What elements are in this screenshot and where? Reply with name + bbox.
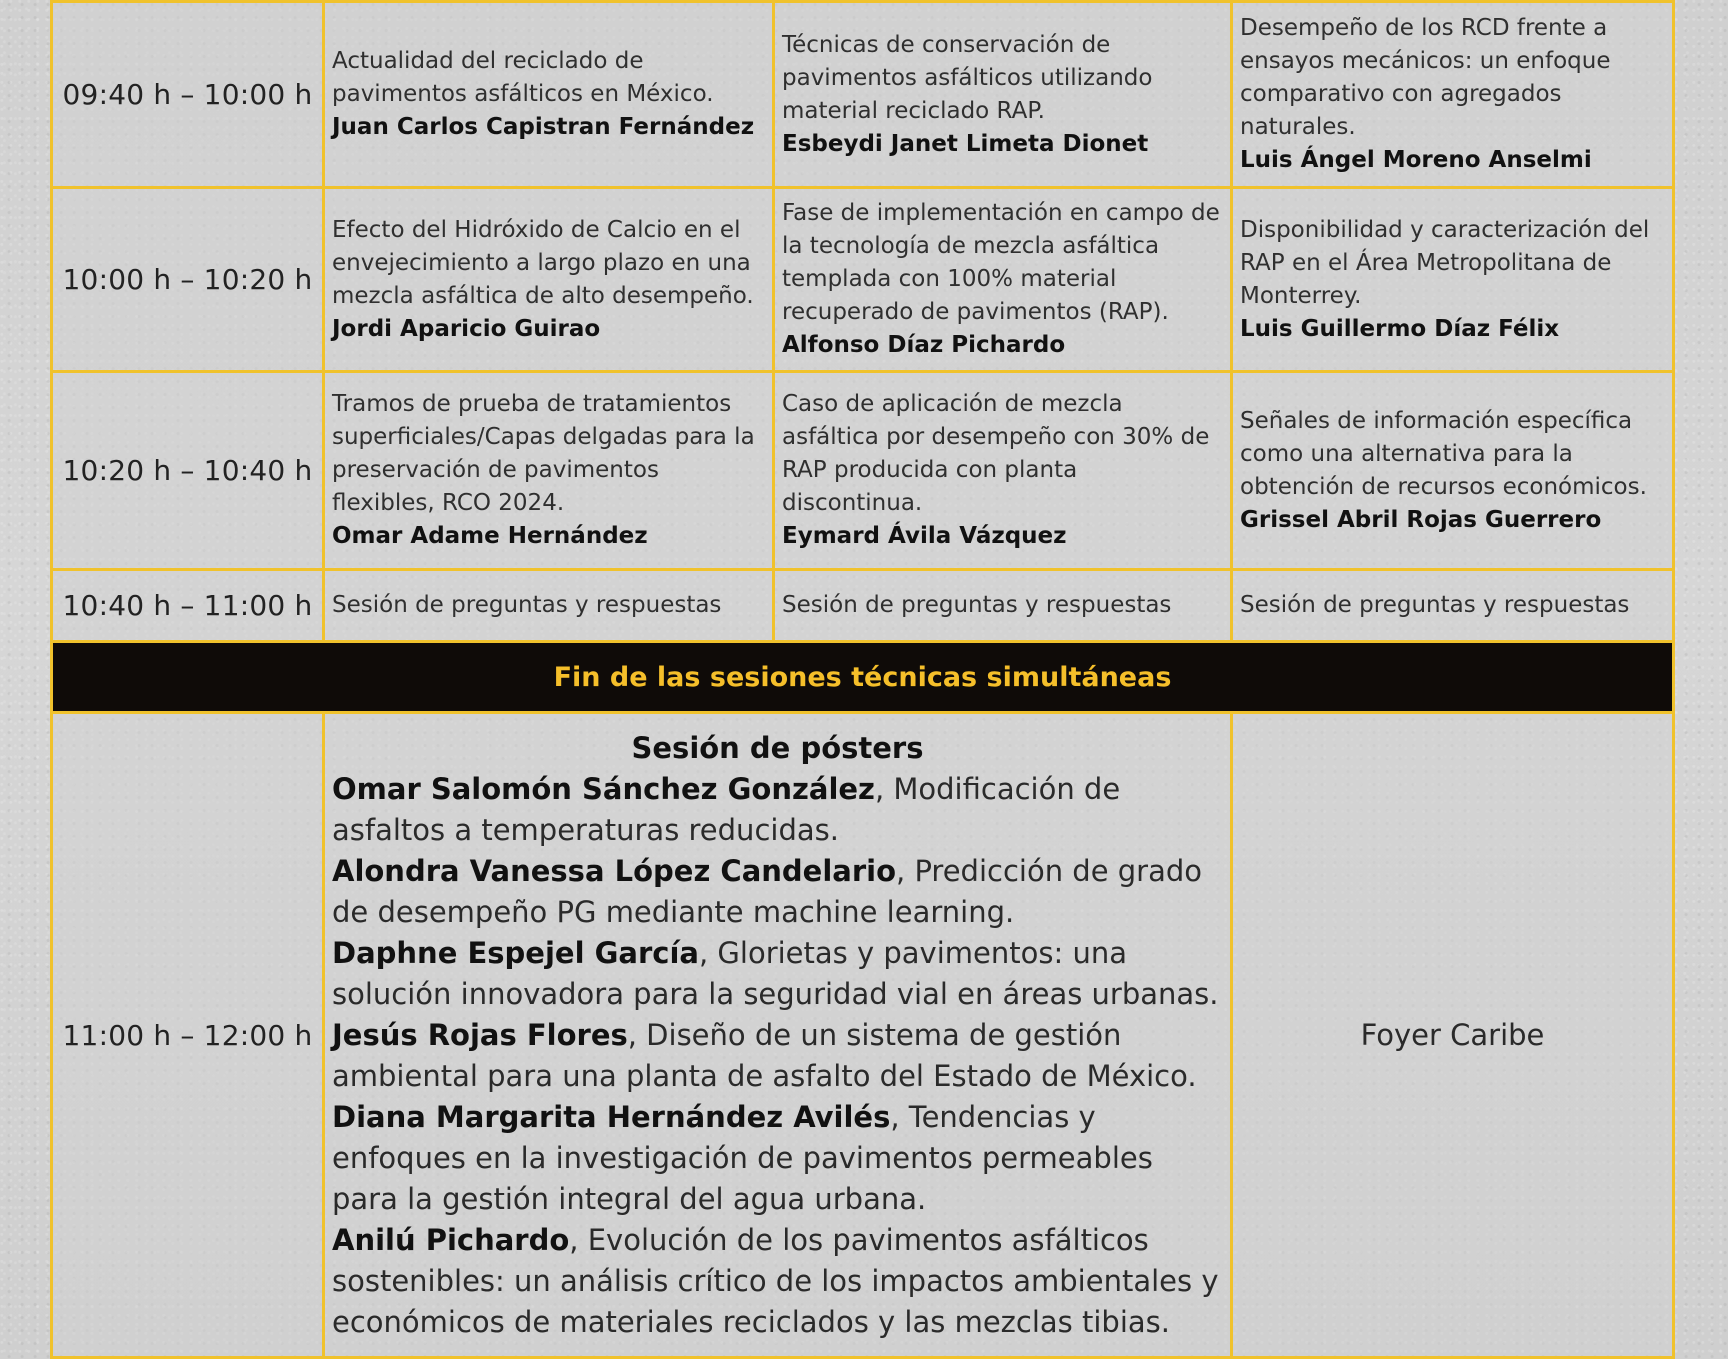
poster-item <box>332 1220 1223 1343</box>
poster-title: , Evolución de los pavimentos asfálticos sostenibles: un análisis crítico de los impactos ambientales y económicos de materiales reciclados y las mezclas tibias. <box>332 1223 1219 1339</box>
talk-title: Señales de información específica como una alternativa para la obtención de recursos económicos. <box>1240 407 1647 500</box>
poster-title: , Glorietas y pavimentos: una solución innovadora para la seguridad vial en áreas urbanas. <box>332 936 1219 1011</box>
poster-session-cell <box>324 713 1232 1358</box>
poster-item <box>332 769 1223 851</box>
time-slot: 11:00 h – 12:00 h <box>52 713 324 1358</box>
talk-cell <box>774 2 1232 188</box>
talk-title: Actualidad del reciclado de pavimentos asfálticos en México. <box>332 48 714 107</box>
poster-author: Anilú Pichardo <box>332 1223 570 1257</box>
talk-cell <box>1232 188 1674 372</box>
poster-title: , Modificación de asfaltos a temperaturas reducidas. <box>332 772 1121 847</box>
qa-session-label: Sesión de preguntas y respuestas <box>324 570 774 642</box>
talk-author: Luis Guillermo Díaz Félix <box>1240 315 1560 342</box>
poster-author: Diana Margarita Hernández Avilés <box>332 1100 891 1134</box>
talk-author: Grissel Abril Rojas Guerrero <box>1240 506 1602 533</box>
schedule-row <box>52 2 1674 188</box>
talk-author: Alfonso Díaz Pichardo <box>782 332 1066 358</box>
poster-author: Omar Salomón Sánchez González <box>332 772 875 806</box>
talk-title: Efecto del Hidróxido de Calcio en el envejecimiento a largo plazo en una mezcla asfáltica de alto desempeño. <box>332 216 754 309</box>
poster-title: , Diseño de un sistema de gestión ambiental para una planta de asfalto del Estado de México. <box>332 1018 1197 1093</box>
talk-cell <box>774 188 1232 372</box>
time-slot: 10:40 h – 11:00 h <box>52 570 324 642</box>
talk-title: Disponibilidad y caracterización del RAP en el Área Metropolitana de Monterrey. <box>1240 216 1650 309</box>
poster-session-heading: Sesión de pósters <box>631 731 924 765</box>
talk-title: Técnicas de conservación de pavimentos asfálticos utilizando material reciclado RAP. <box>782 31 1153 124</box>
poster-title: , Tendencias y enfoques en la investigación de pavimentos permeables para la gestión integral del agua urbana. <box>332 1100 1153 1216</box>
program-schedule-table <box>50 0 1675 1359</box>
poster-author: Alondra Vanessa López Candelario <box>332 854 897 888</box>
talk-cell <box>324 372 774 570</box>
talk-cell <box>324 2 774 188</box>
time-slot: 10:00 h – 10:20 h <box>52 188 324 372</box>
qa-session-label: Sesión de preguntas y respuestas <box>774 570 1232 642</box>
talk-cell <box>1232 372 1674 570</box>
poster-author: Daphne Espejel García <box>332 936 699 970</box>
talk-author: Jordi Aparicio Guirao <box>332 315 601 342</box>
schedule-row-qa <box>52 570 1674 642</box>
qa-session-label: Sesión de preguntas y respuestas <box>1232 570 1674 642</box>
schedule-row <box>52 372 1674 570</box>
poster-item <box>332 1097 1223 1220</box>
poster-session-row <box>52 713 1674 1358</box>
talk-cell <box>324 188 774 372</box>
end-of-sessions-banner: Fin de las sesiones técnicas simultáneas <box>52 642 1674 713</box>
talk-author: Luis Ángel Moreno Anselmi <box>1240 147 1592 173</box>
talk-author: Esbeydi Janet Limeta Dionet <box>782 130 1149 157</box>
talk-cell <box>1232 2 1674 188</box>
poster-item <box>332 933 1223 1015</box>
poster-item <box>332 1015 1223 1097</box>
talk-title: Fase de implementación en campo de la tecnología de mezcla asfáltica templada con 100% material recuperado de pavimentos (RAP). <box>782 200 1220 325</box>
talk-cell <box>774 372 1232 570</box>
time-slot: 09:40 h – 10:00 h <box>52 2 324 188</box>
talk-title: Desempeño de los RCD frente a ensayos mecánicos: un enfoque comparativo con agregados naturales. <box>1240 15 1611 140</box>
talk-author: Omar Adame Hernández <box>332 523 648 549</box>
venue-label: Foyer Caribe <box>1232 713 1674 1358</box>
poster-title: , Predicción de grado de desempeño PG mediante machine learning. <box>332 854 1203 929</box>
poster-item <box>332 851 1223 933</box>
poster-author: Jesús Rojas Flores <box>332 1018 628 1052</box>
talk-author: Eymard Ávila Vázquez <box>782 523 1067 549</box>
talk-title: Tramos de prueba de tratamientos superficiales/Capas delgadas para la preservación de pavimentos flexibles, RCO 2024. <box>332 391 755 516</box>
talk-title: Caso de aplicación de mezcla asfáltica por desempeño con 30% de RAP producida con planta discontinua. <box>782 391 1210 516</box>
time-slot: 10:20 h – 10:40 h <box>52 372 324 570</box>
banner-row <box>52 642 1674 713</box>
talk-author: Juan Carlos Capistran Fernández <box>332 114 755 140</box>
schedule-row <box>52 188 1674 372</box>
